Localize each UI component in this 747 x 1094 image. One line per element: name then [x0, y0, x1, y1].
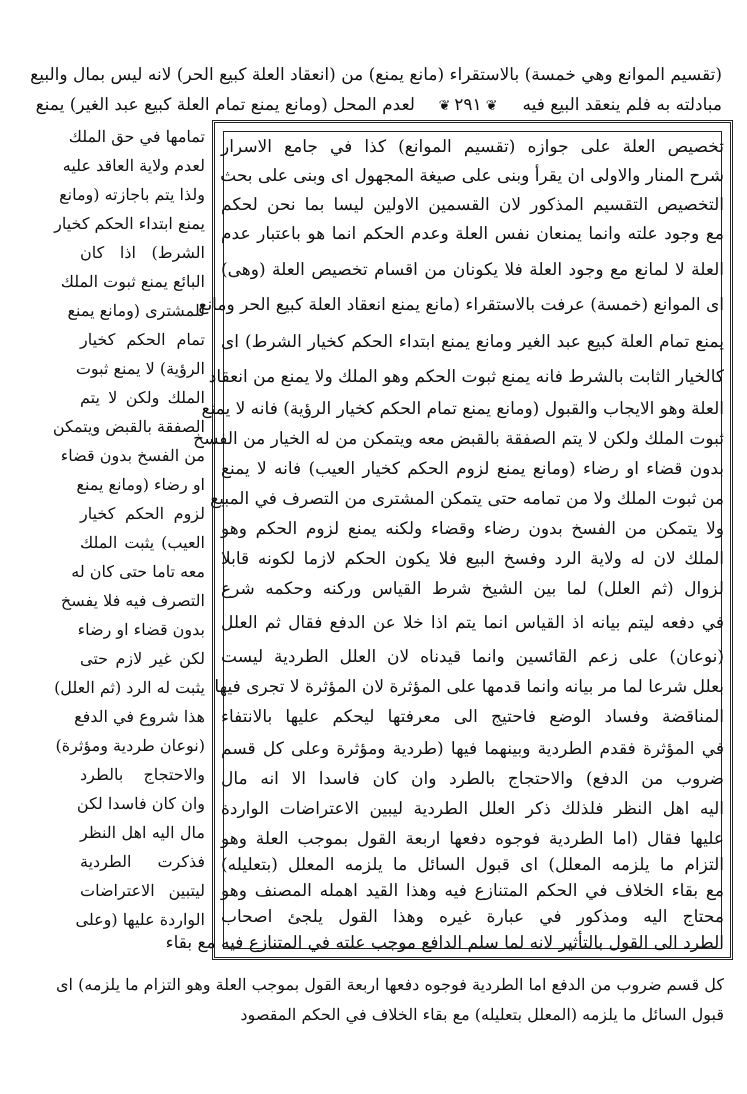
side-line: للمشترى (ومانع يمنع [67, 301, 205, 320]
main-line: الطرد الى القول بالتأثير لانه لما سلم الدافع موجب علته في المتنازع فيه مع بقاء [165, 933, 724, 953]
side-line: التصرف فيه فلا يفسخ [60, 591, 205, 610]
main-line: بدون قضاء او رضاء (ومانع يمنع لزوم الحكم كخيار العيب) فانه لا يمنع [221, 459, 724, 479]
side-line: العيب) يثبت الملك [80, 533, 205, 552]
main-line: شرح المنار والاولى ان يقرأ وبنى على صيغة المجهول اى وبنى على بحث [220, 166, 724, 186]
main-line: يمنع تمام العلة كبيع عبد الغير ومانع يمنع ابتداء الحكم كخيار الشرط) اى [221, 332, 724, 352]
side-line: بدون قضاء او رضاء [77, 620, 205, 639]
side-line: والاحتجاج بالطرد [80, 765, 205, 784]
header-line-1: (تقسيم الموانع وهي خمسة) بالاستقراء (مانع يمنع) من (انعقاد العلة كبيع الحر) لانه ليس بمال والبيع [30, 65, 722, 85]
side-line: تمامها في حق الملك [68, 127, 205, 146]
side-line: لعدم ولاية العاقد عليه [62, 156, 205, 175]
main-line: في دفعه ليتم بيانه اذ القياس انما يتم اذا خلا عن الدفع فقال ثم العلل [221, 613, 724, 633]
side-line: معه تاما حتى كان له [71, 562, 205, 581]
main-line: العلة وهو الايجاب والقبول (ومانع يمنع تمام الحكم كخيار الرؤية) فانه لا يمنع [201, 399, 724, 419]
main-line: من ثبوت الملك ولا من تمامه حتى يتمكن المشترى من التصرف في المبيع [210, 489, 724, 509]
main-line: (نوعان) على زعم القائسين وانما قيدناه لان العلل الطردية ليست [221, 647, 724, 667]
side-line: الواردة عليها (وعلى [75, 910, 205, 929]
side-line: من الفسخ بدون قضاء [60, 446, 205, 465]
side-line: او رضاء (ومانع يمنع [76, 475, 205, 494]
side-line: البائع يمنع ثبوت الملك [60, 272, 205, 291]
main-line: في المؤثرة فقدم الطردية وبينهما فيها (طردية ومؤثرة وعلى كل قسم [221, 739, 724, 759]
main-line: مع بقاء الخلاف في الحكم المتنازع فيه وهذا القيد اهمله المصنف وهو [221, 881, 724, 901]
side-line: تمام الحكم كخيار [80, 330, 205, 349]
main-line: لزوال (ثم العلل) لما بين الشيخ شرط القياس وركنه وحكمه شرع [221, 579, 724, 599]
main-line: مع وجود علته وانما يمنعان نفس العلة وعدم الحكم انما هو باعتبار عدم [221, 224, 724, 244]
main-line: تخصيص العلة على جوازه (تقسيم الموانع) كذا في جامع الاسرار [221, 137, 724, 157]
side-line: يمنع ابتداء الحكم كخيار [54, 214, 205, 233]
side-line: (نوعان طردية ومؤثرة) [55, 736, 205, 755]
side-line: الرؤية) لا يمنع ثبوت [75, 359, 205, 378]
side-line: الصفقة بالقبض ويتمكن [52, 417, 205, 436]
main-line: ثبوت الملك ولكن لا يتم الصفقة بالقبض معه ويتمكن من له الخيار من الفسخ [193, 429, 724, 449]
side-line: هذا شروع في الدفع [74, 707, 205, 726]
main-line: المناقضة وفساد الوضع فاحتيج الى معرفتها ليحكم عليها بالانتفاء [221, 707, 724, 727]
side-line: يثبت له الرد (ثم العلل) [54, 678, 205, 697]
main-line: التزام ما يلزمه المعلل) اى قبول السائل ما يلزمه المعلل (بتعليله) [221, 855, 724, 875]
side-line: الملك ولكن لا يتم [80, 388, 205, 407]
side-line: وان كان فاسدا لكن [76, 794, 205, 813]
side-line: ليتبين الاعتراضات [80, 881, 205, 900]
page-number: ❦ ٢٩١ ❦ [418, 92, 518, 118]
side-line: الشرط) اذا كان [80, 243, 205, 262]
side-line: فذكرت الطردية [80, 852, 205, 871]
bottom-line-1: كل قسم ضروب من الدفع اما الطردية فوجوه دفعها اربعة القول بموجب العلة وهو التزام ما يلزمه) اى [56, 975, 724, 994]
main-line: العلة لا لمانع مع وجود العلة فلا يكونان من اقسام تخصيص العلة (وهى) [221, 260, 724, 280]
side-line: لزوم الحكم كخيار [80, 504, 205, 523]
main-line: اليه اهل النظر فلذلك ذكر العلل الطردية ليبين الاعتراضات الواردة [221, 799, 724, 819]
header-line-2-right: مبادلته به فلم ينعقد البيع فيه [522, 95, 722, 115]
main-line: ولا يتمكن من الفسخ بدون رضاء وقضاء ولكنه يمنع لزوم الحكم وهو [221, 519, 724, 539]
main-line: ضروب من الدفع) والاحتجاج بالطرد وان كان فاسدا الا انه مال [221, 769, 724, 789]
side-line: مال اليه اهل النظر [80, 823, 205, 842]
main-line: عليها فقال (اما الطردية فوجوه دفعها اربعة القول بموجب العلة وهو [221, 829, 724, 849]
header-line-2-left: لعدم المحل (ومانع يمنع تمام العلة كبيع عبد الغير) يمنع [35, 95, 415, 115]
side-line: ولذا يتم باجازته (ومانع [59, 185, 205, 204]
main-line: اى الموانع (خمسة) عرفت بالاستقراء (مانع يمنع انعقاد العلة كبيع الحر ومانع [198, 295, 724, 315]
main-line: التخصيص التقسيم المذكور لان القسمين الاولين ليسا بما نحن لحكم [221, 195, 724, 215]
main-line: بعلل شرعا لما مر بيانه وانما قدمها على المؤثرة لان المؤثرة لا تجرى فيها [214, 677, 724, 697]
bottom-line-2: قبول السائل ما يلزمه (المعلل بتعليله) مع بقاء الخلاف في الحكم المقصود [240, 1005, 724, 1024]
main-line: محتاج اليه ومذكور في عبارة غيره وهذا القول يلجئ اصحاب [221, 907, 724, 927]
side-line: لكن غير لازم حتى [80, 649, 205, 668]
main-line: الملك لان له ولاية الرد وفسخ البيع فلا يكون الحكم لازما لكونه قابلا [221, 549, 724, 569]
main-line: كالخيار الثابت بالشرط فانه يمنع ثبوت الحكم وهو الملك ولا يمنع من انعقاد [208, 367, 724, 387]
